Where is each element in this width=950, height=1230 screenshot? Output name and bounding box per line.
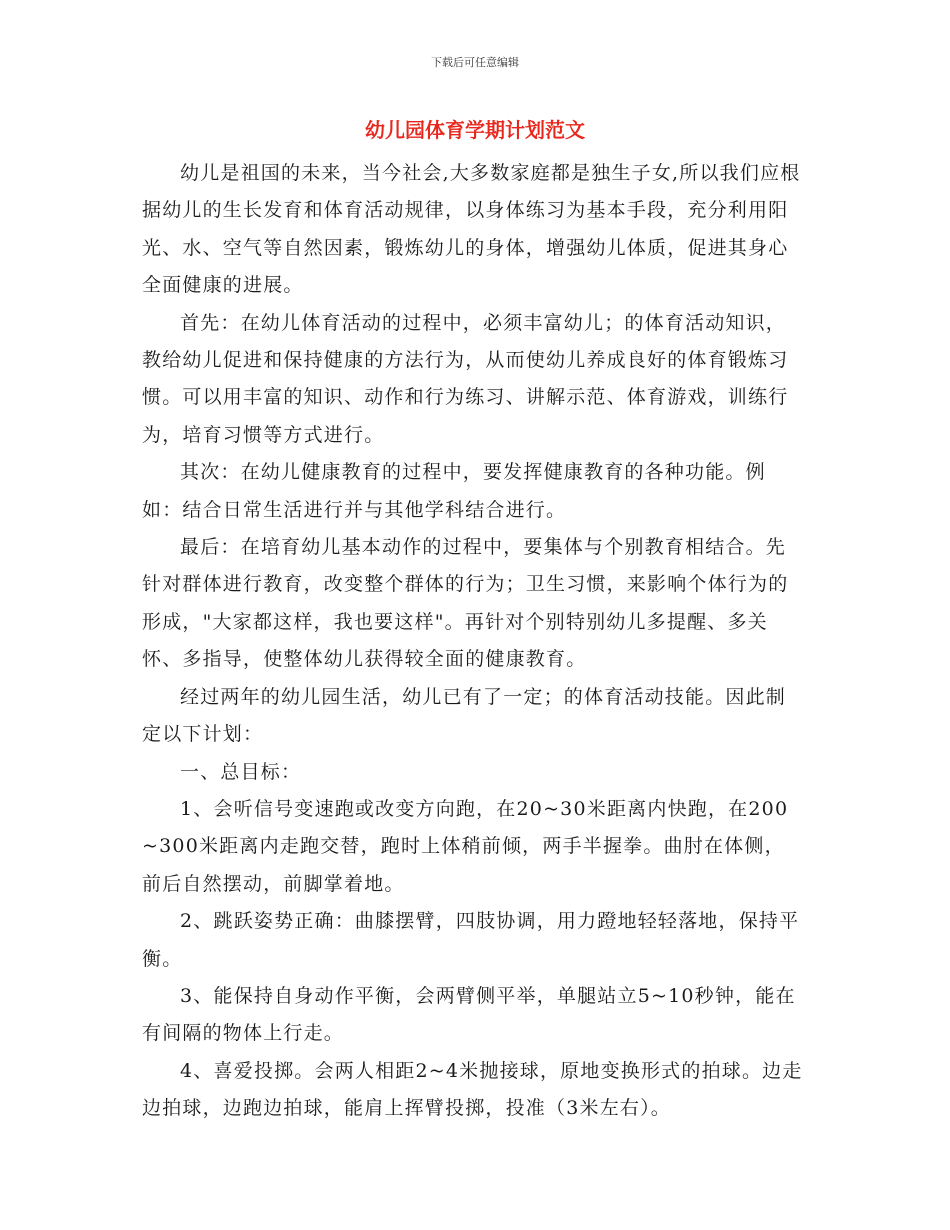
goal-item-2: 2、跳跃姿势正确：曲膝摆臂，四肢协调，用力蹬地轻轻落地，保持平衡。 <box>142 910 800 970</box>
document-body <box>142 155 804 1128</box>
header-note: 下载后可任意编辑 <box>431 56 519 69</box>
paragraph-second: 其次：在幼儿健康教育的过程中，要发挥健康教育的各种功能。例如：结合日常生活进行并与其他学科结合进行。 <box>142 461 766 521</box>
section-heading-goals: 一、总目标： <box>180 760 302 783</box>
goal-item-4: 4、喜爱投掷。会两人相距2~4米抛接球，原地变换形式的拍球。边走边拍球，边跑边拍球，能肩上挥臂投掷，投准（3米左右）。 <box>142 1059 803 1120</box>
paragraph-intro: 幼儿是祖国的未来，当今社会,大多数家庭都是独生子女,所以我们应根据幼儿的生长发育和体育活动规律，以身体练习为基本手段，充分利用阳光、水、空气等自然因素，锻炼幼儿的身体，增强幼儿体质，促进其身心全面健康的进展。 <box>142 162 801 297</box>
paragraph-last: 最后：在培育幼儿基本动作的过程中，要集体与个别教育相结合。先针对群体进行教育，改变整个群体的行为；卫生习惯，来影响个体行为的形成，"大家都这样，我也要这样"。再针对个别特别幼儿多提醒、多关怀、多指导，使整体幼儿获得较全面的健康教育。 <box>142 536 789 671</box>
goal-item-3: 3、能保持自身动作平衡，会两臂侧平举，单腿站立5~10秒钟，能在有间隔的物体上行走。 <box>142 984 796 1045</box>
document-title: 幼儿园体育学期计划范文 <box>365 118 585 142</box>
goal-item-1: 1、会听信号变速跑或改变方向跑，在20~30米距离内快跑，在200~300米距离内走跑交替，跑时上体稍前倾，两手半握拳。曲肘在体侧，前后自然摆动，前脚掌着地。 <box>142 797 789 895</box>
paragraph-plan-intro: 经过两年的幼儿园生活，幼儿已有了一定；的体育活动技能。因此制定以下计划： <box>142 685 787 746</box>
paragraph-first: 首先：在幼儿体育活动的过程中，必须丰富幼儿；的体育活动知识，教给幼儿促进和保持健康的方法行为，从而使幼儿养成良好的体育锻炼习惯。可以用丰富的知识、动作和行为练习、讲解示范、体育游戏，训练行为，培育习惯等方式进行。 <box>142 311 789 446</box>
